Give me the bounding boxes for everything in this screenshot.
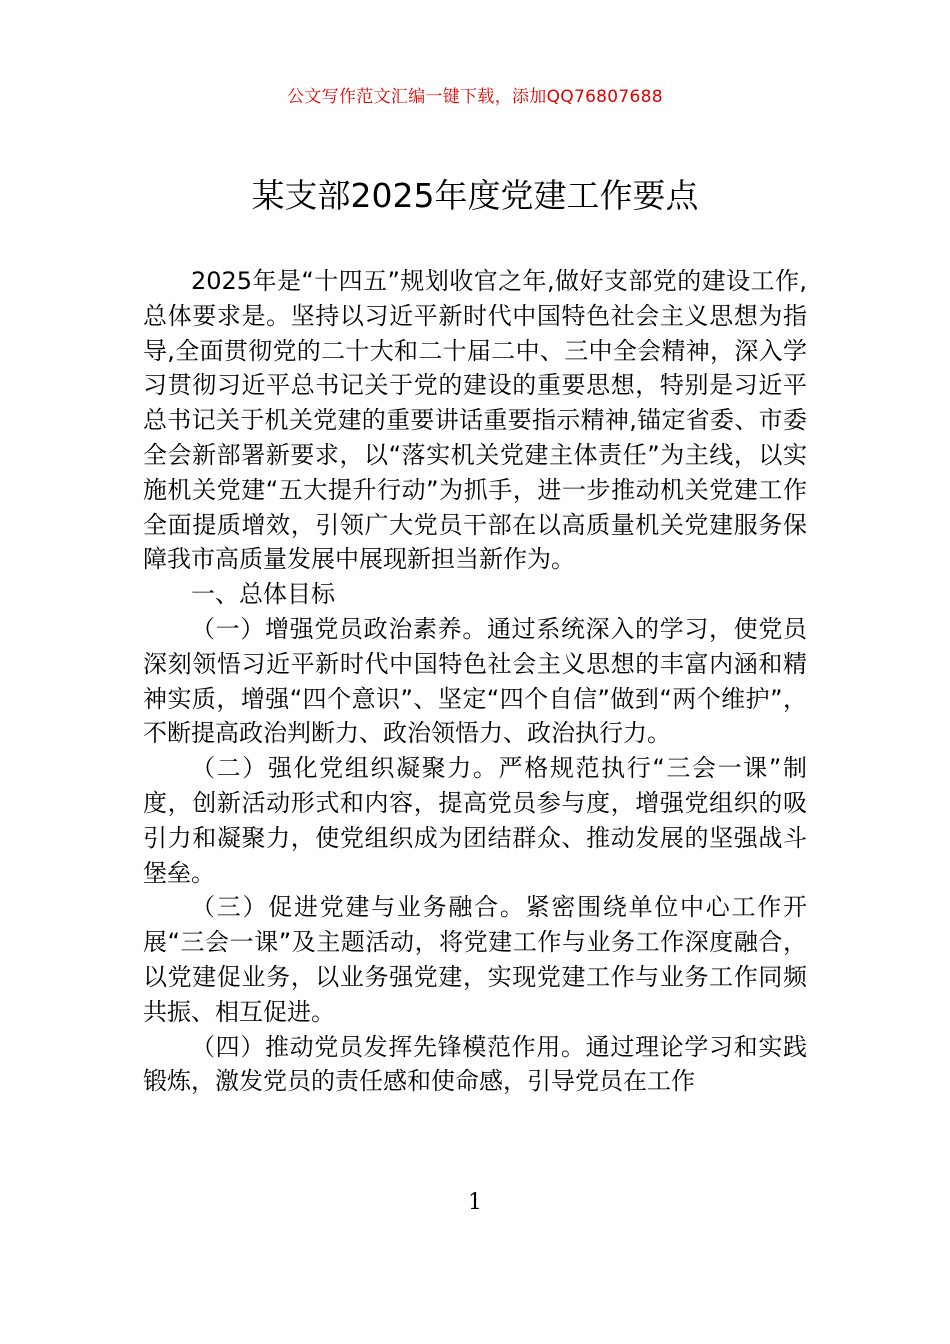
goal-paragraph-2: （二）强化党组织凝聚力。严格规范执行“三会一课”制度，创新活动形式和内容，提高党员参与度，增强党组织的吸引力和凝聚力，使党组织成为团结群众、推动发展的坚强战斗堡垒。 — [143, 754, 807, 887]
goal-paragraph-3: （三）促进党建与业务融合。紧密围绕单位中心工作开展“三会一课”及主题活动，将党建工作与业务工作深度融合，以党建促业务，以业务强党建，实现党建工作与业务工作同频共振、相互促进。 — [143, 893, 807, 1026]
intro-paragraph: 2025年是“十四五”规划收官之年,做好支部党的建设工作,总体要求是。坚持以习近平新时代中国特色社会主义思想为指导,全面贯彻党的二十大和二十届二中、三中全会精神，深入学习贯彻习近平总书记关于党的建设的重要思想，特别是习近平总书记关于机关党建的重要讲话重要指示精神,锚定省委、市委全会新部署新要求，以“落实机关党建主体责任”为主线，以实施机关党建“五大提升行动”为抓手，进一步推动机关党建工作全面提质增效，引领广大党员干部在以高质量机关党建服务保障我市高质量发展中展现新担当新作为。 — [143, 267, 807, 574]
section-heading: 一、总体目标 — [191, 580, 335, 609]
page-number: 1 — [468, 1190, 482, 1215]
download-notice: 公文写作范文汇编一键下载，添加QQ76807688 — [287, 87, 663, 107]
page-title: 某支部2025年度党建工作要点 — [251, 176, 699, 215]
goal-paragraph-1: （一）增强党员政治素养。通过系统深入的学习，使党员深刻领悟习近平新时代中国特色社会主义思想的丰富内涵和精神实质，增强“四个意识”、坚定“四个自信”做到“两个维护”，不断提高政治判断力、政治领悟力、政治执行力。 — [143, 614, 807, 748]
goal-paragraph-4: （四）推动党员发挥先锋模范作用。通过理论学习和实践锻炼，激发党员的责任感和使命感，引导党员在工作 — [143, 1032, 807, 1096]
document-body — [143, 264, 807, 1099]
